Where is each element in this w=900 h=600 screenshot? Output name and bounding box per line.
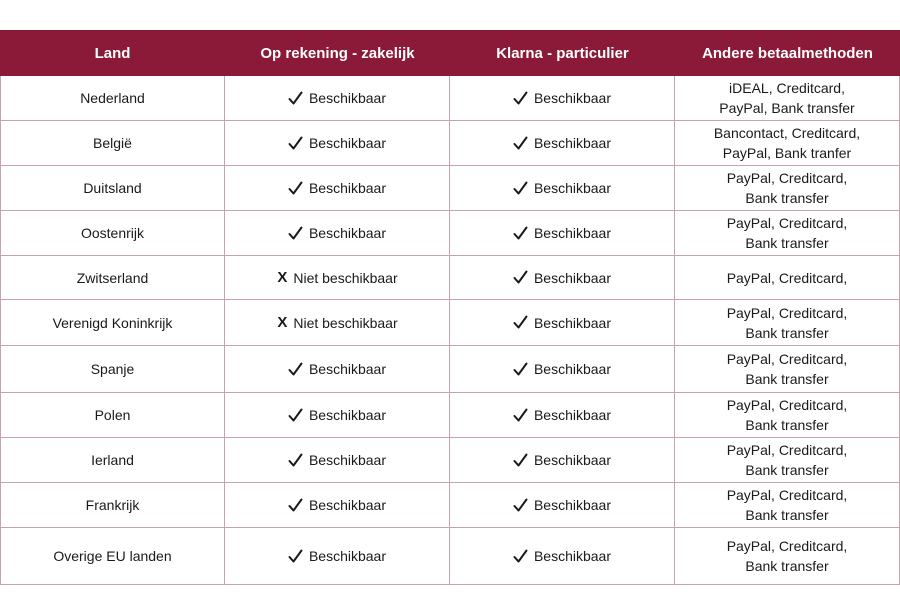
availability-cell (450, 121, 675, 165)
check-icon (513, 497, 529, 513)
table-row (0, 211, 900, 256)
availability-label: Niet beschikbaar (293, 314, 398, 331)
check-icon (513, 225, 529, 241)
availability-status (288, 546, 386, 566)
availability-status (288, 178, 386, 198)
availability-status (513, 546, 611, 566)
other-methods-cell: PayPal, Creditcard, Bank transfer (675, 438, 900, 482)
availability-cell (225, 528, 450, 584)
table-row (0, 121, 900, 166)
table-row (0, 438, 900, 483)
check-icon (513, 548, 529, 564)
availability-cell (450, 438, 675, 482)
table-body (0, 76, 900, 585)
check-icon (513, 452, 529, 468)
availability-label: Beschikbaar (533, 497, 612, 513)
availability-cell (225, 76, 450, 120)
availability-label: Beschikbaar (533, 90, 612, 106)
availability-label: Beschikbaar (533, 314, 612, 331)
availability-status (276, 268, 397, 288)
availability-cell (450, 300, 675, 345)
availability-status (513, 178, 611, 198)
country-cell: Duitsland (0, 166, 225, 210)
check-icon (288, 407, 304, 423)
availability-label: Beschikbaar (533, 180, 612, 196)
country-cell: Frankrijk (0, 483, 225, 527)
availability-status (513, 133, 611, 153)
availability-cell (225, 121, 450, 165)
availability-status (288, 359, 386, 379)
country-cell: Verenigd Koninkrijk (0, 300, 225, 345)
table-row (0, 483, 900, 528)
country-cell: België (0, 121, 225, 165)
availability-status (513, 88, 611, 108)
availability-label: Beschikbaar (308, 90, 387, 106)
other-methods-cell: PayPal, Creditcard, Bank transfer (675, 528, 900, 584)
check-icon (513, 90, 529, 106)
availability-status (513, 313, 611, 333)
availability-status (288, 223, 386, 243)
availability-cell (450, 211, 675, 255)
availability-label: Beschikbaar (308, 548, 387, 564)
payment-methods-table (0, 30, 900, 585)
check-icon (288, 497, 304, 513)
check-icon (513, 270, 529, 286)
country-cell: Oostenrijk (0, 211, 225, 255)
availability-status (276, 313, 397, 333)
table-header (0, 30, 900, 76)
other-methods-cell: PayPal, Creditcard, Bank transfer (675, 211, 900, 255)
availability-label: Beschikbaar (533, 548, 612, 564)
country-cell: Nederland (0, 76, 225, 120)
availability-cell (450, 256, 675, 299)
availability-cell (450, 393, 675, 437)
availability-status (513, 405, 611, 425)
check-icon (288, 361, 304, 377)
availability-status (288, 405, 386, 425)
availability-status (513, 450, 611, 470)
check-icon (513, 135, 529, 151)
availability-label: Beschikbaar (308, 452, 387, 468)
country-cell: Zwitserland (0, 256, 225, 299)
check-icon (513, 180, 529, 196)
header-klarna: Klarna - particulier (496, 44, 629, 62)
check-icon (288, 180, 304, 196)
country-cell: Polen (0, 393, 225, 437)
availability-label: Beschikbaar (308, 407, 387, 423)
other-methods-cell: PayPal, Creditcard, Bank transfer (675, 483, 900, 527)
header-op-rekening: Op rekening - zakelijk (260, 44, 415, 62)
table-row (0, 76, 900, 121)
check-icon (288, 90, 304, 106)
availability-label: Beschikbaar (308, 361, 387, 377)
availability-cell (450, 76, 675, 120)
availability-label: Beschikbaar (533, 452, 612, 468)
availability-cell (450, 528, 675, 584)
country-cell: Ierland (0, 438, 225, 482)
availability-label: Beschikbaar (308, 135, 387, 151)
availability-cell (450, 483, 675, 527)
availability-status (513, 359, 611, 379)
other-methods-cell: PayPal, Creditcard, Bank transfer (675, 300, 900, 345)
availability-cell (225, 438, 450, 482)
other-methods-cell: PayPal, Creditcard, (675, 256, 900, 299)
check-icon (513, 407, 529, 423)
other-methods-cell: PayPal, Creditcard, Bank transfer (675, 393, 900, 437)
availability-cell (225, 483, 450, 527)
availability-cell (450, 346, 675, 392)
table-row (0, 300, 900, 346)
availability-cell (225, 211, 450, 255)
availability-label: Niet beschikbaar (293, 269, 398, 286)
availability-cell (450, 166, 675, 210)
check-icon (288, 548, 304, 564)
country-cell: Overige EU landen (0, 528, 225, 584)
check-icon (288, 135, 304, 151)
availability-cell (225, 300, 450, 345)
availability-cell (225, 166, 450, 210)
table-row (0, 346, 900, 393)
check-icon (288, 225, 304, 241)
other-methods-cell: PayPal, Creditcard, Bank transfer (675, 166, 900, 210)
availability-label: Beschikbaar (533, 407, 612, 423)
availability-status (288, 133, 386, 153)
check-icon (513, 361, 529, 377)
table-row (0, 256, 900, 300)
cross-icon: X (277, 268, 288, 286)
header-andere-betaalmethoden: Andere betaalmethoden (702, 44, 873, 62)
cross-icon: X (277, 313, 288, 331)
availability-status (288, 450, 386, 470)
availability-label: Beschikbaar (533, 135, 612, 151)
availability-status (513, 495, 611, 515)
country-cell: Spanje (0, 346, 225, 392)
availability-label: Beschikbaar (533, 361, 612, 377)
availability-status (513, 268, 611, 288)
header-land: Land (94, 44, 131, 62)
availability-cell (225, 393, 450, 437)
other-methods-cell: iDEAL, Creditcard, PayPal, Bank transfer (675, 76, 900, 120)
availability-cell (225, 256, 450, 299)
other-methods-cell: PayPal, Creditcard, Bank transfer (675, 346, 900, 392)
availability-cell (225, 346, 450, 392)
check-icon (288, 452, 304, 468)
availability-label: Beschikbaar (308, 225, 387, 241)
availability-status (513, 223, 611, 243)
availability-label: Beschikbaar (308, 180, 387, 196)
table-row (0, 393, 900, 438)
check-icon (513, 315, 529, 331)
availability-label: Beschikbaar (533, 225, 612, 241)
table-row (0, 528, 900, 585)
availability-label: Beschikbaar (308, 497, 387, 513)
other-methods-cell: Bancontact, Creditcard, PayPal, Bank tranfer (675, 121, 900, 165)
availability-status (288, 495, 386, 515)
table-row (0, 166, 900, 211)
availability-status (288, 88, 386, 108)
availability-label: Beschikbaar (533, 269, 612, 286)
